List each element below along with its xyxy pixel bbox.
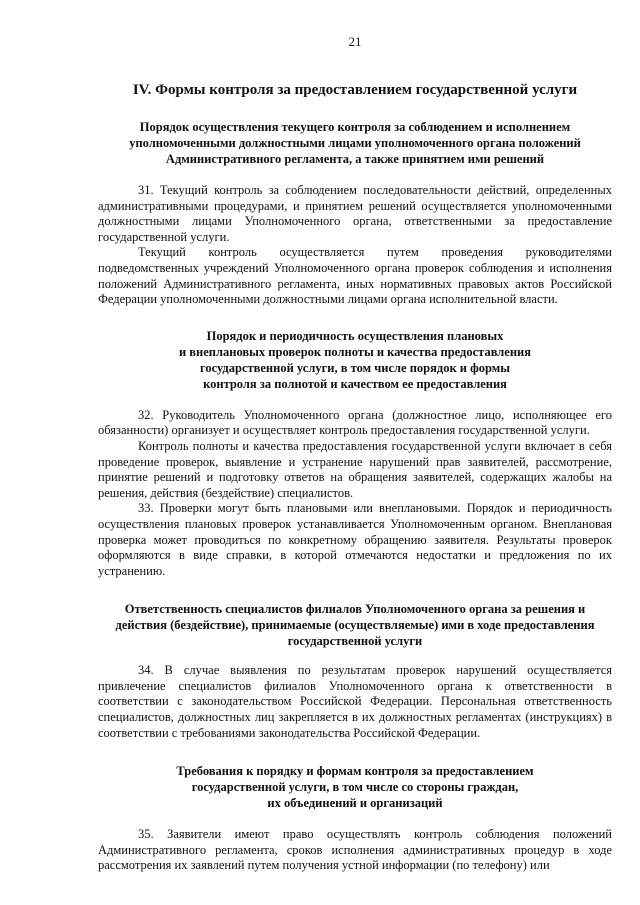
section-title	[98, 601, 612, 649]
section-title-line: контроля за полнотой и качеством ее предоставления	[203, 376, 507, 391]
section-title	[98, 328, 612, 392]
paragraph-quality-control: Контроль полноты и качества предоставления государственной услуги включает в себя проведение проверок, выявление и устранение нарушений прав заявителей, рассмотрение, принятие решений и подготовку ответов на обращения заявителей, содержащих жалобы на решения, действия (бездействие) специалистов.	[98, 438, 612, 500]
paragraph-31: 31. Текущий контроль за соблюдением последовательности действий, определенных административными процедурами, и принятием решений осуществляется уполномоченными должностными лицами Уполномоченного органа, ответственными за предоставление государственной услуги.	[98, 183, 612, 244]
paragraph-32: 32. Руководитель Уполномоченного органа (должностное лицо, исполняющее его обязанности) организует и осуществляет контроль предоставления государственной услуги.	[98, 407, 612, 438]
section-title-line: действия (бездействие), принимаемые (осуществляемые) ими в ходе предоставления	[115, 618, 595, 633]
section-title-line: уполномоченными должностными лицами уполномоченного органа положений	[129, 136, 581, 150]
page-number: 21	[348, 34, 362, 49]
section-title-line: Административного регламента, а также принятием ими решений	[165, 152, 545, 166]
paragraph-35: 35. Заявители имеют право осуществлять контроль соблюдения положений Административного регламента, сроков исполнения административных процедур в ходе рассмотрения их заявлений путем получения устной информации (по телефону) или	[98, 827, 612, 873]
section-title-line: Порядок осуществления текущего контроля за соблюдением и исполнением	[139, 120, 571, 134]
paragraph-current-control: Текущий контроль осуществляется путем проведения руководителями подведомственных учреждений Уполномоченного органа проверок соблюдения и исполнения положений Административного регламента, иных нормативных правовых актов Российской Федерации уполномоченными должностными лицами органа исполнительной власти.	[98, 245, 612, 307]
paragraph-33: 33. Проверки могут быть плановыми или внеплановыми. Порядок и периодичность осуществления плановых проверок устанавливается Уполномоченным органом. Внеплановая проверка может проводиться по конкретному обращению заявителя. Результаты проверок оформляются в виде справки, в которой отмечаются недостатки и предложения по их устранению.	[98, 501, 612, 578]
section-title-line: Ответственность специалистов филиалов Уполномоченного органа за решения и	[124, 602, 586, 617]
section-title	[98, 119, 612, 167]
section-title	[98, 763, 612, 811]
section-responsibility	[98, 601, 612, 741]
paragraph-34: 34. В случае выявления по результатам проверок нарушений осуществляется привлечение специалистов филиалов Уполномоченного органа к ответственности в соответствии с законодательством Российской Федерации. Персональная ответственность специалистов, должностных лиц закрепляется в их должностных регламентах (инструкциях) в соответствии с требованиями законодательства Российской Федерации.	[98, 663, 612, 740]
section-citizen-control	[98, 763, 612, 874]
section-title-line: Порядок и периодичность осуществления плановых	[206, 328, 504, 343]
section-title-line: государственной услуги	[287, 634, 423, 649]
section-title-line: государственной услуги, в том числе со стороны граждан,	[191, 780, 519, 795]
section-current-control	[98, 119, 612, 308]
section-inspections	[98, 328, 612, 580]
section-title-line: их объединений и организаций	[267, 796, 443, 811]
chapter-title: IV. Формы контроля за предоставлением государственной услуги	[132, 82, 578, 98]
section-title-line: государственной услуги, в том числе порядок и формы	[199, 360, 511, 375]
section-title-line: Требования к порядку и формам контроля за предоставлением	[176, 764, 534, 779]
section-title-line: и внеплановых проверок полноты и качества предоставления	[178, 344, 532, 359]
